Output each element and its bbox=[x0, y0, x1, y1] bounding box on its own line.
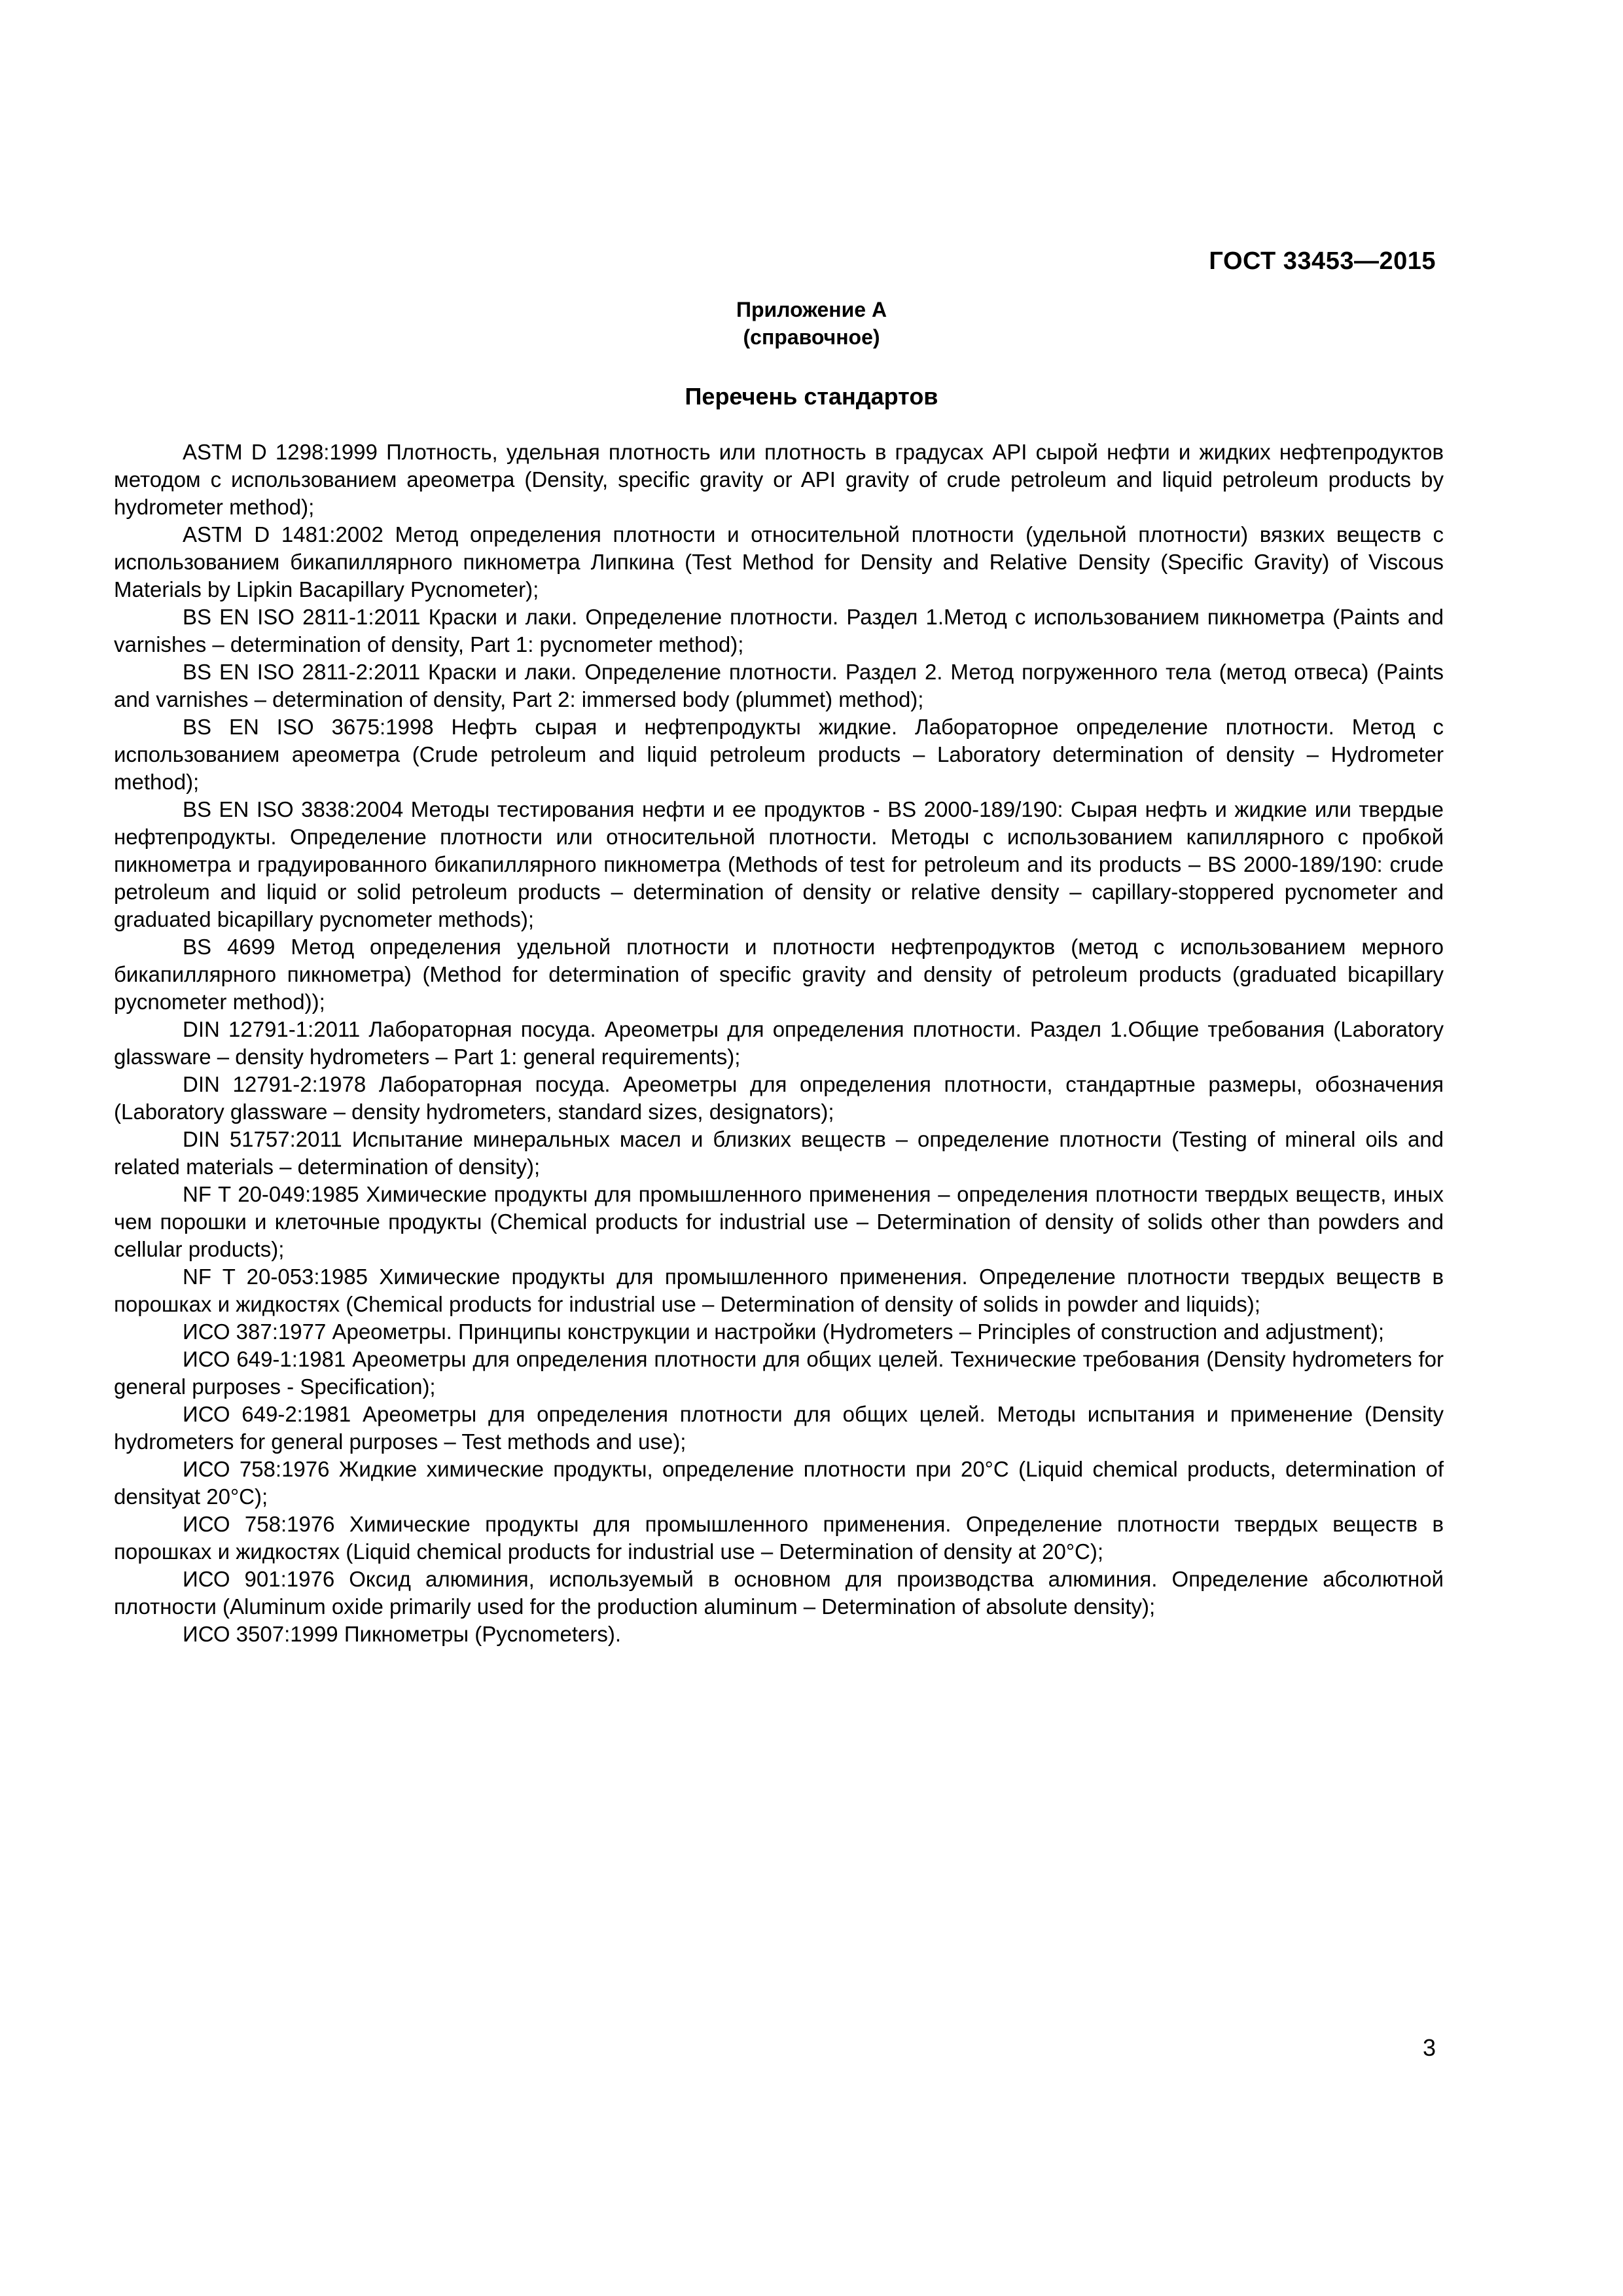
standard-entry: ИСО 901:1976 Оксид алюминия, используемый в основном для производства алюминия. Определение абсолютной плотности (Aluminum oxide primarily used for the production aluminum – Determination of absolute density); bbox=[114, 1567, 1444, 1619]
list-title: Перечень стандартов bbox=[685, 383, 938, 410]
page-number: 3 bbox=[1422, 2034, 1436, 2061]
standard-entry: ИСО 3507:1999 Пикнометры (Pycnometers). bbox=[183, 1622, 622, 1646]
standard-entry: BS EN ISO 3675:1998 Нефть сырая и нефтепродукты жидкие. Лабораторное определение плотности. Метод с использованием ареометра (Crude petroleum and liquid petroleum products – Laboratory determination of density – Hydrometer method); bbox=[114, 715, 1444, 794]
standard-entry: ASTM D 1298:1999 Плотность, удельная плотность или плотность в градусах API сырой нефти и жидких нефтепродуктов методом с использованием ареометра (Density, specific gravity or API gravity of crude petroleum and liquid petroleum products by hydrometer method); bbox=[114, 440, 1444, 519]
standard-entry: DIN 12791-2:1978 Лабораторная посуда. Ареометры для определения плотности, стандартные размеры, обозначения (Laboratory glassware – density hydrometers, standard sizes, designators); bbox=[114, 1072, 1444, 1124]
standard-entry: NF T 20-049:1985 Химические продукты для промышленного применения – определения плотности твердых веществ, иных чем порошки и клеточные продукты (Chemical products for industrial use – Determination of density of solids other than powders and cellular products); bbox=[114, 1182, 1444, 1261]
standard-entry: NF T 20-053:1985 Химические продукты для промышленного применения. Определение плотности твердых веществ в порошках и жидкостях (Chemical products for industrial use – Determination of density of solids in powder and liquids); bbox=[114, 1265, 1444, 1316]
annex-heading bbox=[0, 296, 1623, 351]
standard-entry: ИСО 758:1976 Химические продукты для промышленного применения. Определение плотности твердых веществ в порошках и жидкостях (Liquid chemical products for industrial use – Determination of density at 20°C); bbox=[114, 1512, 1444, 1564]
standard-entry: ASTM D 1481:2002 Метод определения плотности и относительной плотности (удельной плотности) вязких веществ с использованием бикапиллярного пикнометра Липкина (Test Method for Density and Relative Density (Specific Gravity) of Viscous Materials by Lipkin Bacapillary Pycnometer); bbox=[114, 522, 1444, 601]
annex-title: Приложение А bbox=[736, 298, 887, 321]
standard-entry: BS 4699 Метод определения удельной плотности и плотности нефтепродуктов (метод с использованием мерного бикапиллярного пикнометра) (Method for determination of specific gravity and density of petroleum products (graduated bicapillary pycnometer method)); bbox=[114, 935, 1444, 1014]
document-code: ГОСТ 33453—2015 bbox=[1209, 247, 1436, 275]
standard-entry: DIN 12791-1:2011 Лабораторная посуда. Ареометры для определения плотности. Раздел 1.Общие требования (Laboratory glassware – density hydrometers – Part 1: general requirements); bbox=[114, 1017, 1444, 1069]
standards-list bbox=[114, 439, 1444, 1648]
standard-entry: BS EN ISO 2811-2:2011 Краски и лаки. Определение плотности. Раздел 2. Метод погруженного тела (метод отвеса) (Paints and varnishes – determination of density, Part 2: immersed body (plummet) method); bbox=[114, 660, 1444, 711]
standard-entry: DIN 51757:2011 Испытание минеральных масел и близких веществ – определение плотности (Testing of mineral oils and related materials – determination of density); bbox=[114, 1127, 1444, 1179]
standard-entry: ИСО 649-2:1981 Ареометры для определения плотности для общих целей. Методы испытания и применение (Density hydrometers for general purposes – Test methods and use); bbox=[114, 1402, 1444, 1454]
standard-entry: ИСО 649-1:1981 Ареометры для определения плотности для общих целей. Технические требования (Density hydrometers for general purposes - Specification); bbox=[114, 1347, 1444, 1399]
standard-entry: ИСО 758:1976 Жидкие химические продукты, определение плотности при 20°C (Liquid chemical products, determination of densityat 20°C); bbox=[114, 1457, 1444, 1509]
annex-type: (справочное) bbox=[743, 325, 880, 349]
standard-entry: BS EN ISO 3838:2004 Методы тестирования нефти и ее продуктов - BS 2000-189/190: Сырая нефть и жидкие или твердые нефтепродукты. Определение плотности или относительной плотности. Методы с использованием капиллярного с пробкой пикнометра и градуированного бикапиллярного пикнометра (Methods of test for petroleum and its products – BS 2000-189/190: crude petroleum and liquid or solid petroleum products – determination of density or relative density – capillary-stoppered pycnometer and graduated bicapillary pycnometer methods); bbox=[114, 797, 1444, 931]
standard-entry: ИСО 387:1977 Ареометры. Принципы конструкции и настройки (Hydrometers – Principles of construction and adjustment); bbox=[183, 1319, 1385, 1344]
standard-entry: BS EN ISO 2811-1:2011 Краски и лаки. Определение плотности. Раздел 1.Метод с использованием пикнометра (Paints and varnishes – determination of density, Part 1: pycnometer method); bbox=[114, 605, 1444, 656]
